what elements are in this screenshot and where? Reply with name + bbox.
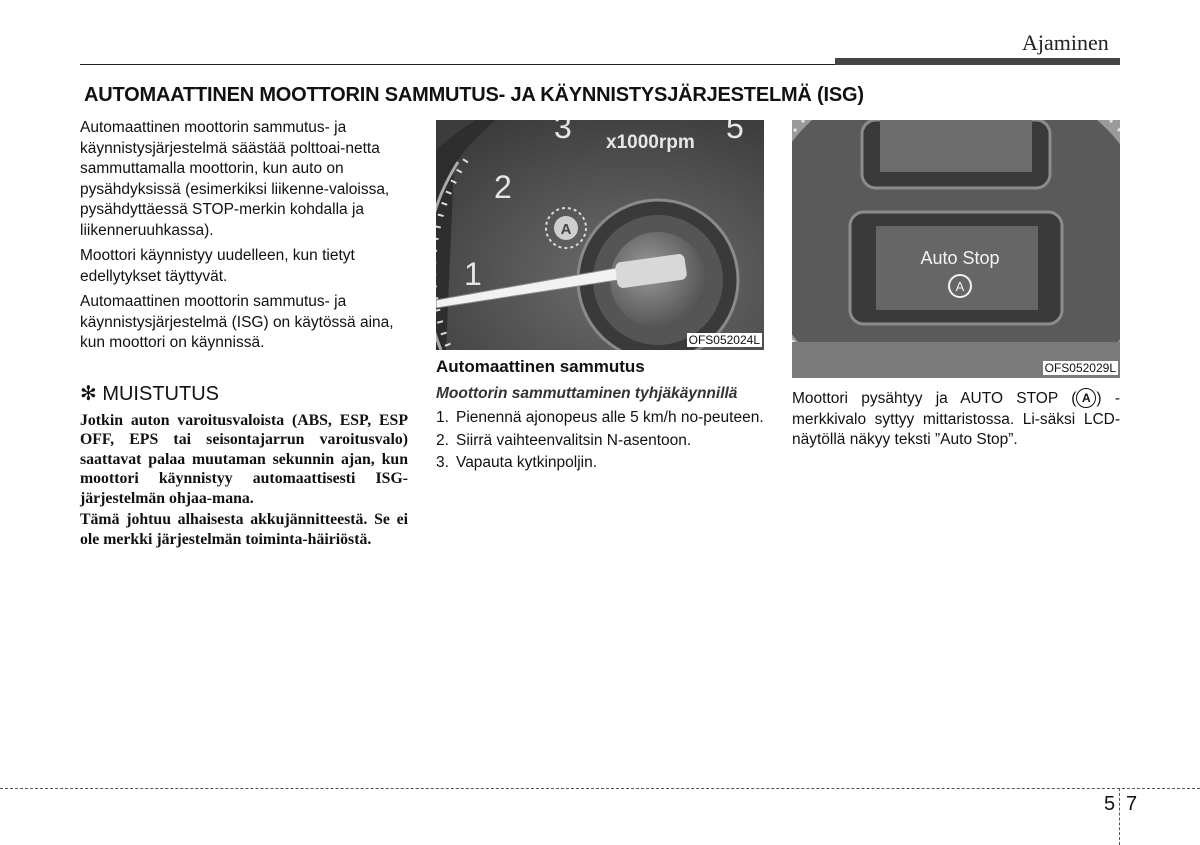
lcd-symbol: A (955, 279, 965, 294)
page-title: AUTOMAATTINEN MOOTTORIN SAMMUTUS- JA KÄYNNISTYSJÄRJESTELMÄ (ISG) (84, 84, 864, 106)
tachometer-illustration (436, 120, 764, 350)
left-column (80, 118, 408, 551)
list-item (436, 453, 766, 474)
list-item (436, 431, 766, 452)
auto-stop-text-after: ) -merkkivalo syttyy mittaristossa. Li-säksi LCD-näytöllä näkyy teksti ”Auto Stop”. (792, 390, 1120, 448)
figure-code: OFS052029L (1044, 361, 1116, 375)
tick-label-5: 5 (726, 120, 744, 145)
header-rule (80, 64, 835, 65)
auto-stop-display-photo (792, 120, 1120, 378)
footer-divider (1119, 788, 1120, 845)
auto-stop-indicator-icon: A (1076, 388, 1096, 408)
warning-symbol: A (560, 221, 572, 238)
step-number: 3. (436, 454, 449, 471)
intro-paragraph: Automaattinen moottorin sammutus- ja käynnistysjärjestelmä säästää polttoai-netta sammuttamalla moottorin, kun auto on pysähdyksissä (esimerkiksi liikenne-valoissa, pysähdyttäessä STOP-merkin kohdalla ja liikenneruuhkassa). (80, 119, 390, 239)
tick-label-2: 2 (494, 169, 512, 205)
active-paragraph: Automaattinen moottorin sammutus- ja käynnistysjärjestelmä (ISG) on käytössä aina, kun moottori on käynnissä. (80, 293, 394, 351)
section-title: Ajaminen (1022, 30, 1109, 55)
tick-label-1: 1 (464, 256, 482, 292)
note-heading: ✻ MUISTUTUS (80, 382, 219, 405)
note-paragraph-1: Jotkin auton varoitusvaloista (ABS, ESP, ESP OFF, EPS tai seisontajarrun varoitusvalo) saattavat palaa muutaman sekunnin ajan, kun moottori käynnistyy automaattisesti ISG-järjestelmän ohjaa-mana. (80, 411, 408, 507)
tachometer-photo (436, 120, 764, 350)
restart-paragraph: Moottori käynnistyy uudelleen, kun tietyt edellytykset täyttyvät. (80, 247, 355, 285)
step-number: 2. (436, 431, 449, 449)
auto-stop-text-before: Moottori pysähtyy ja AUTO STOP ( (792, 390, 1077, 407)
subsection-subheading: Moottorin sammuttaminen tyhjäkäynnillä (436, 384, 738, 402)
header-rule-thick (835, 58, 1120, 65)
footer-rule (0, 788, 1200, 789)
rpm-unit-label: x1000rpm (606, 132, 695, 153)
subsection-heading: Automaattinen sammutus (436, 357, 645, 376)
step-number: 1. (436, 409, 449, 426)
step-text: Pienennä ajonopeus alle 5 km/h no-peuteen. (456, 409, 764, 426)
list-item (436, 408, 766, 429)
tick-label-3: 3 (554, 120, 572, 145)
right-column (792, 388, 1120, 451)
lcd-auto-stop-text: Auto Stop (920, 248, 1000, 268)
auto-stop-illustration (792, 120, 1120, 378)
step-text: Vapauta kytkinpoljin. (456, 454, 598, 471)
middle-column (436, 357, 766, 476)
note-paragraph-2: Tämä johtuu alhaisesta akkujännitteestä. Se ei ole merkki järjestelmän toiminta-häiriöstä. (80, 511, 408, 548)
steps-list (436, 408, 766, 474)
step-text: Siirrä vaihteenvalitsin N-asentoon. (456, 431, 692, 449)
figure-code: OFS052024L (688, 333, 760, 347)
page-number: 7 (1126, 793, 1138, 815)
chapter-number: 5 (1104, 793, 1116, 815)
